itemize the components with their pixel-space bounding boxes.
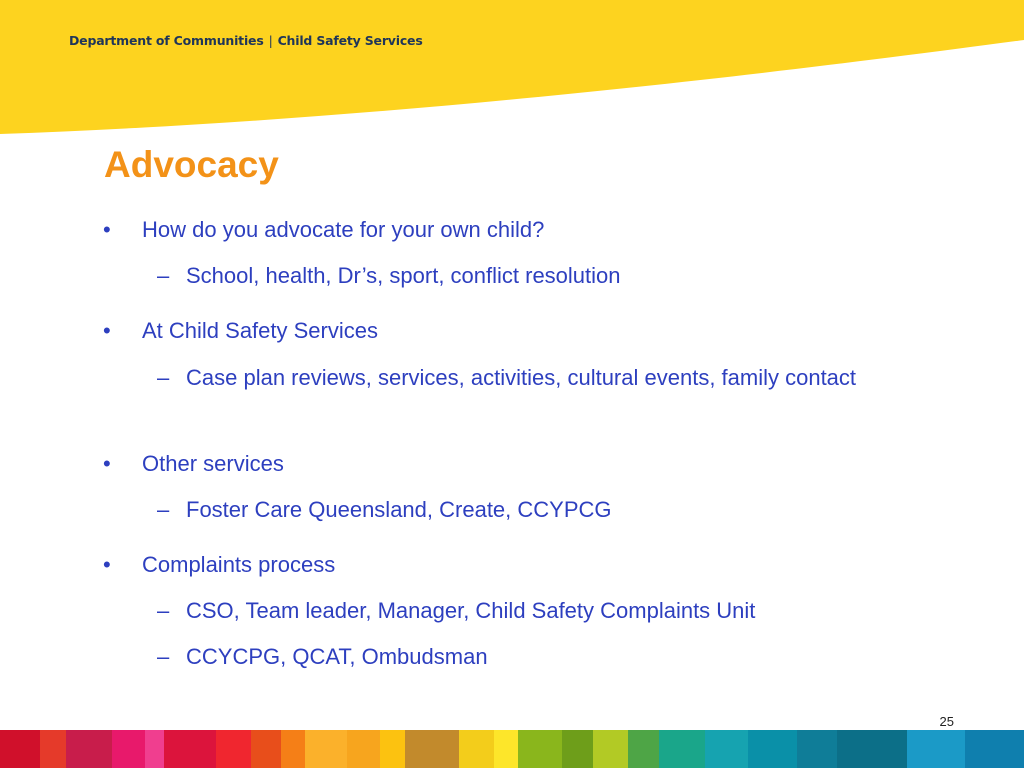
sub-bullet-item: [157, 596, 896, 626]
sub-bullet-item: [157, 363, 896, 393]
color-strip-segment: [459, 730, 494, 768]
sub-bullet-text: CSO, Team leader, Manager, Child Safety Complaints Unit: [186, 598, 756, 623]
color-strip-segment: [251, 730, 281, 768]
color-strip-segment: [562, 730, 592, 768]
bullet-marker: •: [103, 318, 111, 343]
color-strip-segment: [66, 730, 113, 768]
bullet-marker: •: [103, 451, 111, 476]
color-strip-segment: [628, 730, 658, 768]
sub-bullet-marker: –: [157, 263, 170, 288]
sub-bullet-text: Case plan reviews, services, activities, cultural events, family contact: [186, 365, 857, 390]
header-separator: |: [268, 33, 273, 48]
color-strip-segment: [907, 730, 966, 768]
sub-bullet-item: [157, 495, 896, 525]
decorative-color-strip: [0, 730, 1024, 768]
color-strip-segment: [965, 730, 1024, 768]
slide-title: Advocacy: [104, 144, 279, 185]
color-strip-segment: [748, 730, 797, 768]
bullet-text: Other services: [142, 451, 284, 476]
sub-bullet-text: Foster Care Queensland, Create, CCYPCG: [186, 497, 612, 522]
color-strip-segment: [405, 730, 459, 768]
sub-bullet-item: [157, 261, 896, 291]
color-strip-segment: [216, 730, 251, 768]
bullet-marker: •: [103, 217, 111, 242]
page-number: 25: [939, 714, 954, 729]
sub-bullet-text: CCYCPG, QCAT, Ombudsman: [186, 644, 488, 669]
color-strip-segment: [164, 730, 216, 768]
color-strip-segment: [305, 730, 347, 768]
department-name: Department of Communities: [69, 33, 264, 48]
bullet-text: How do you advocate for your own child?: [142, 217, 545, 242]
color-strip-segment: [347, 730, 380, 768]
bullet-item: [103, 550, 902, 580]
color-strip-segment: [659, 730, 706, 768]
sub-bullet-text: School, health, Dr’s, sport, conflict resolution: [186, 263, 621, 288]
service-name: Child Safety Services: [277, 33, 423, 48]
color-strip-segment: [145, 730, 164, 768]
sub-bullet-marker: –: [157, 598, 170, 623]
sub-bullet-marker: –: [157, 365, 170, 390]
sub-bullet-item: [157, 642, 896, 672]
color-strip-segment: [494, 730, 517, 768]
bullet-item: [103, 215, 902, 245]
color-strip-segment: [281, 730, 304, 768]
color-strip-segment: [40, 730, 66, 768]
color-strip-segment: [380, 730, 406, 768]
color-strip-segment: [518, 730, 563, 768]
bullet-item: [103, 449, 902, 479]
bullet-text: At Child Safety Services: [142, 318, 378, 343]
sub-bullet-marker: –: [157, 644, 170, 669]
sub-bullet-marker: –: [157, 497, 170, 522]
color-strip-segment: [112, 730, 145, 768]
color-strip-segment: [837, 730, 907, 768]
bullet-item: [103, 316, 902, 346]
color-strip-segment: [593, 730, 628, 768]
color-strip-segment: [797, 730, 837, 768]
bullet-marker: •: [103, 552, 111, 577]
color-strip-segment: [705, 730, 747, 768]
bullet-text: Complaints process: [142, 552, 336, 577]
color-strip-segment: [0, 730, 40, 768]
